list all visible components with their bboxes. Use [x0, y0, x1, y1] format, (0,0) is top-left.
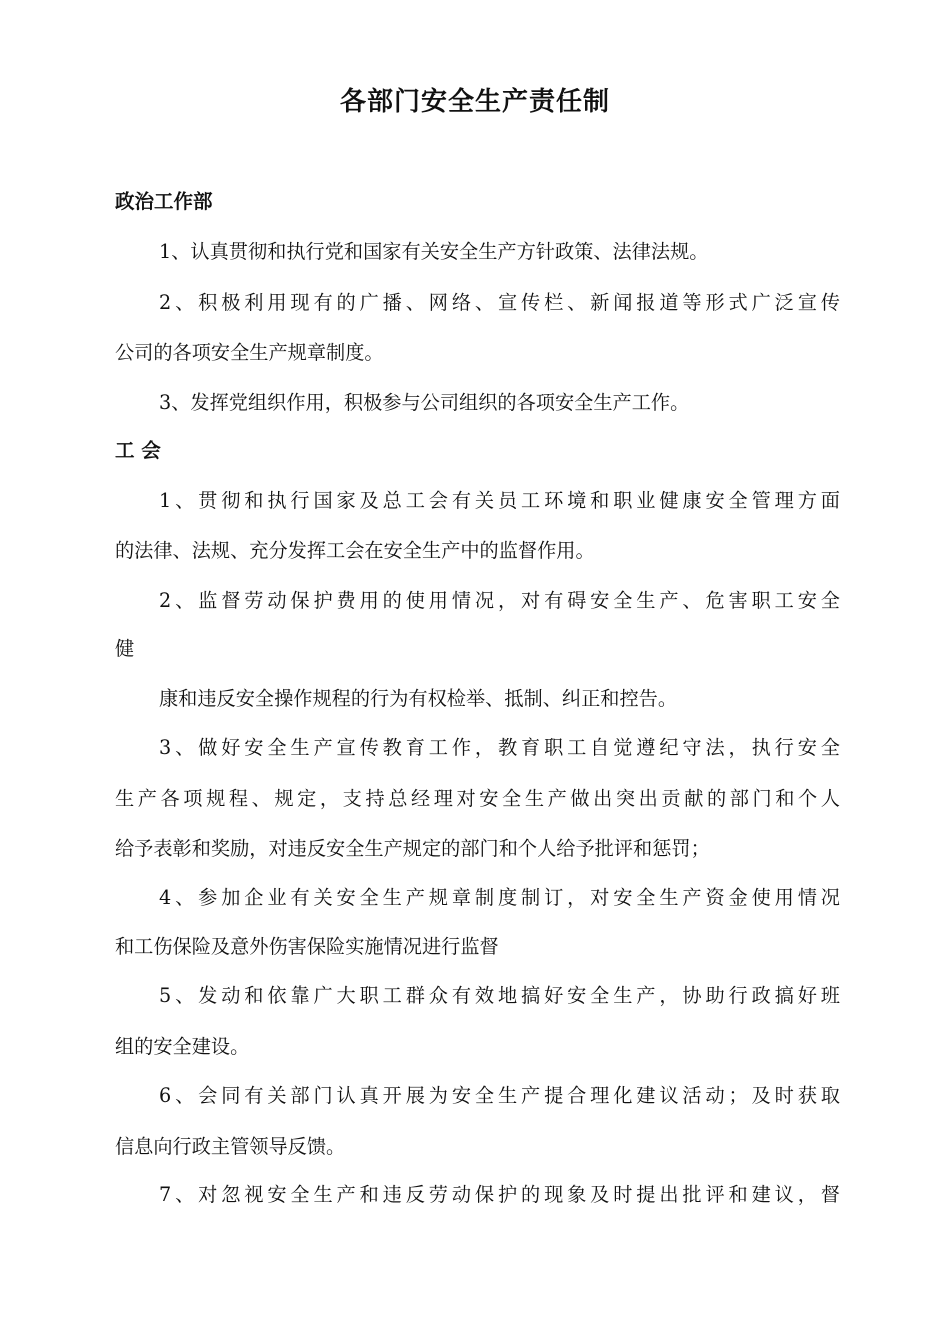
paragraph-line: 的法律、法规、充分发挥工会在安全生产中的监督作用。 — [115, 539, 595, 562]
paragraph-line: 6、会同有关部门认真开展为安全生产提合理化建议活动；及时获取 — [159, 1084, 840, 1107]
paragraph-line: 健 — [115, 637, 135, 660]
paragraph-line: 3、做好安全生产宣传教育工作，教育职工自觉遵纪守法，执行安全 — [159, 736, 840, 759]
section-heading-political-work-dept: 政治工作部 — [115, 190, 213, 213]
paragraph-line: 信息向行政主管领导反馈。 — [115, 1135, 346, 1158]
paragraph-line: 5、发动和依靠广大职工群众有效地搞好安全生产，协助行政搞好班 — [159, 984, 840, 1007]
paragraph-line: 2、监督劳动保护费用的使用情况，对有碍安全生产、危害职工安全 — [159, 589, 840, 612]
paragraph-line: 4、参加企业有关安全生产规章制度制订，对安全生产资金使用情况 — [159, 886, 840, 909]
paragraph-line: 2、积极利用现有的广播、网络、宣传栏、新闻报道等形式广泛宣传 — [159, 291, 840, 314]
paragraph-line: 1、贯彻和执行国家及总工会有关员工环境和职业健康安全管理方面 — [159, 489, 840, 512]
section-heading-trade-union: 工 会 — [115, 439, 161, 462]
paragraph-line: 康和违反安全操作规程的行为有权检举、抵制、纠正和控告。 — [159, 687, 678, 710]
paragraph-line: 7、对忽视安全生产和违反劳动保护的现象及时提出批评和建议，督 — [159, 1183, 840, 1206]
paragraph-line: 1、认真贯彻和执行党和国家有关安全生产方针政策、法律法规。 — [159, 240, 709, 263]
paragraph-line: 和工伤保险及意外伤害保险实施情况进行监督 — [115, 935, 499, 958]
paragraph-line: 组的安全建设。 — [115, 1035, 250, 1058]
document-title: 各部门安全生产责任制 — [339, 87, 610, 117]
paragraph-line: 给予表彰和奖励，对违反安全生产规定的部门和个人给予批评和惩罚； — [115, 837, 710, 860]
paragraph-line: 3、发挥党组织作用，积极参与公司组织的各项安全生产工作。 — [159, 391, 690, 414]
paragraph-line: 生产各项规程、规定，支持总经理对安全生产做出突出贡献的部门和个人 — [115, 787, 840, 810]
paragraph-line: 公司的各项安全生产规章制度。 — [115, 341, 384, 364]
